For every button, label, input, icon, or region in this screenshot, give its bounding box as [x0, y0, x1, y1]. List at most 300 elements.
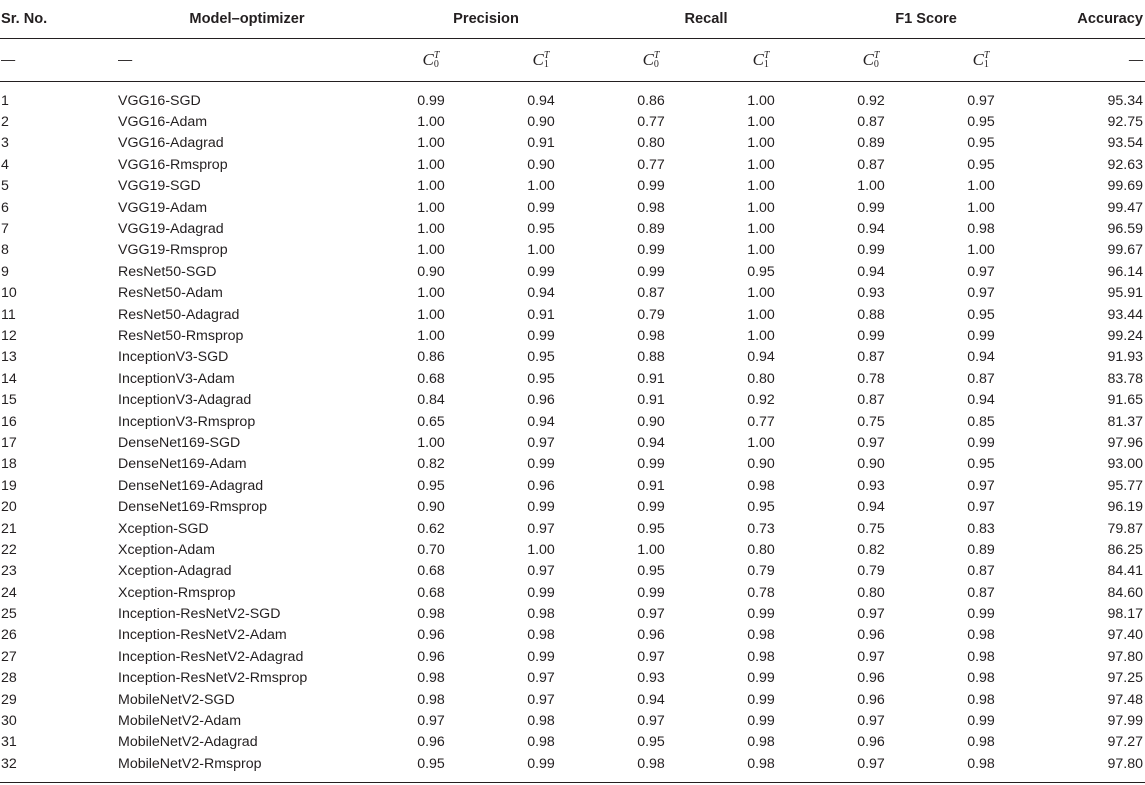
cell-f1-class0: 0.97	[816, 753, 926, 782]
cell-f1-class0: 0.88	[857, 306, 885, 323]
cell-precision-class0: 0.98	[417, 606, 445, 623]
cell-sr-no: 4	[1, 156, 9, 173]
table-row	[0, 496, 1145, 517]
cell-precision-class1: 0.98	[527, 606, 555, 623]
table-row	[0, 689, 1145, 710]
cell-model-optimizer: InceptionV3-SGD	[118, 349, 229, 366]
cell-model-optimizer: MobileNetV2-Rmsprop	[118, 753, 376, 782]
cell-precision-class1: 0.90	[527, 114, 555, 131]
cell-recall-class1: 0.98	[747, 648, 775, 665]
table-row	[0, 240, 1145, 261]
cell-f1-class0: 0.99	[857, 199, 885, 216]
subheader-precision-class0: C T 0	[376, 39, 486, 82]
cell-f1-class0: 0.78	[857, 370, 885, 387]
cell-f1-class0: 0.97	[857, 648, 885, 665]
cell-model-optimizer: MobileNetV2-Adam	[118, 713, 242, 730]
cell-f1-class0: 1.00	[857, 178, 885, 195]
col-header-precision: Precision	[376, 0, 596, 39]
cell-recall-class1: 1.00	[747, 156, 775, 173]
cell-f1-class1: 0.97	[967, 285, 995, 302]
table-row	[0, 261, 1145, 282]
cell-accuracy: 97.48	[1107, 691, 1144, 708]
cell-precision-class0: 0.68	[417, 563, 445, 580]
cell-precision-class0: 0.90	[417, 499, 445, 516]
table-row	[0, 582, 1145, 603]
cell-sr-no: 31	[1, 734, 17, 751]
cell-recall-class0: 0.95	[637, 734, 665, 751]
cell-sr-no: 23	[1, 563, 17, 580]
col-header-sr-no: Sr. No.	[0, 0, 118, 39]
cell-model-optimizer: VGG16-Adam	[118, 114, 208, 131]
cell-accuracy: 95.77	[1107, 477, 1144, 494]
cell-recall-class1: 0.98	[747, 477, 775, 494]
table-row	[0, 176, 1145, 197]
cell-recall-class0: 0.98	[637, 327, 665, 344]
table-row	[0, 82, 1145, 112]
cell-accuracy: 97.27	[1107, 734, 1144, 751]
cell-model-optimizer: Inception-ResNetV2-SGD	[118, 606, 281, 623]
cell-precision-class1: 0.97	[527, 691, 555, 708]
cell-sr-no: 16	[1, 413, 17, 430]
cell-accuracy: 99.67	[1107, 242, 1144, 259]
subheader-recall-class0: C T 0	[596, 39, 706, 82]
cell-recall-class0: 0.97	[637, 648, 665, 665]
cell-recall-class0: 0.77	[637, 114, 665, 131]
cell-recall-class0: 0.91	[637, 392, 665, 409]
cell-f1-class0: 0.96	[857, 627, 885, 644]
subheader-row	[0, 39, 1145, 82]
cell-recall-class0: 0.95	[637, 520, 665, 537]
cell-sr-no: 6	[1, 199, 9, 216]
cell-model-optimizer: MobileNetV2-Adagrad	[118, 734, 258, 751]
cell-precision-class0: 0.70	[417, 541, 445, 558]
cell-sr-no: 27	[1, 648, 17, 665]
cell-accuracy: 98.17	[1107, 606, 1144, 623]
cell-recall-class0: 0.99	[637, 584, 665, 601]
cell-f1-class0: 0.94	[857, 221, 885, 238]
table-row	[0, 283, 1145, 304]
cell-recall-class1: 0.98	[706, 753, 816, 782]
cell-f1-class1: 0.95	[967, 114, 995, 131]
table-row	[0, 432, 1145, 453]
cell-precision-class0: 1.00	[417, 306, 445, 323]
cell-sr-no: 28	[1, 670, 17, 687]
cell-recall-class0: 0.99	[637, 263, 665, 280]
cell-model-optimizer: ResNet50-Adagrad	[118, 306, 240, 323]
cell-model-optimizer: DenseNet169-SGD	[118, 434, 241, 451]
cell-sr-no: 14	[1, 370, 17, 387]
cell-model-optimizer: Inception-ResNetV2-Rmsprop	[118, 670, 308, 687]
cell-f1-class1: 0.97	[967, 263, 995, 280]
cell-precision-class1: 0.95	[527, 221, 555, 238]
cell-precision-class0: 0.62	[417, 520, 445, 537]
cell-sr-no: 11	[1, 306, 16, 323]
cell-f1-class0: 0.82	[857, 541, 885, 558]
table-row	[0, 518, 1145, 539]
table-row	[0, 325, 1145, 346]
cell-precision-class1: 0.98	[527, 713, 555, 730]
cell-accuracy: 93.00	[1107, 456, 1144, 473]
cell-precision-class1: 0.99	[486, 753, 596, 782]
cell-recall-class0: 0.94	[637, 691, 665, 708]
cell-sr-no: 20	[1, 499, 17, 516]
cell-sr-no: 10	[1, 285, 17, 302]
cell-precision-class1: 0.99	[527, 199, 555, 216]
cell-f1-class0: 0.75	[857, 413, 885, 430]
cell-recall-class0: 0.86	[637, 92, 665, 109]
cell-precision-class1: 0.97	[527, 434, 555, 451]
cell-precision-class1: 0.95	[527, 349, 555, 366]
subheader-precision-class1: C T 1	[486, 39, 596, 82]
cell-model-optimizer: InceptionV3-Rmsprop	[118, 413, 256, 430]
cell-f1-class0: 0.94	[857, 263, 885, 280]
cell-precision-class1: 1.00	[527, 541, 555, 558]
cell-recall-class0: 0.91	[637, 370, 665, 387]
cell-precision-class0: 0.97	[417, 713, 445, 730]
cell-sr-no: 24	[1, 584, 17, 601]
cell-f1-class1: 0.98	[967, 221, 995, 238]
cell-sr-no: 25	[1, 606, 17, 623]
cell-f1-class0: 0.87	[857, 392, 885, 409]
cell-precision-class1: 0.96	[527, 477, 555, 494]
cell-precision-class0: 1.00	[417, 114, 445, 131]
cell-recall-class1: 1.00	[747, 199, 775, 216]
cell-model-optimizer: DenseNet169-Adagrad	[118, 477, 264, 494]
cell-f1-class1: 1.00	[967, 242, 995, 259]
cell-precision-class0: 0.84	[417, 392, 445, 409]
table-row	[0, 218, 1145, 239]
cell-f1-class0: 0.93	[857, 477, 885, 494]
cell-model-optimizer: Xception-Adagrad	[118, 563, 232, 580]
cell-precision-class0: 0.99	[417, 92, 445, 109]
cell-accuracy: 86.25	[1107, 541, 1144, 558]
cell-f1-class1: 1.00	[967, 178, 995, 195]
cell-precision-class1: 0.97	[527, 670, 555, 687]
cell-f1-class1: 0.98	[967, 734, 995, 751]
cell-sr-no: 26	[1, 627, 17, 644]
cell-recall-class1: 1.00	[747, 178, 775, 195]
cell-f1-class0: 0.87	[857, 156, 885, 173]
cell-recall-class1: 0.99	[747, 691, 775, 708]
cell-sr-no: 21	[1, 520, 17, 537]
table-row	[0, 133, 1145, 154]
cell-sr-no: 32	[0, 753, 118, 782]
table-row	[0, 475, 1145, 496]
table-row	[0, 347, 1145, 368]
table-row	[0, 368, 1145, 389]
cell-model-optimizer: VGG19-Adagrad	[118, 221, 224, 238]
cell-precision-class0: 0.68	[417, 584, 445, 601]
cell-f1-class1: 0.95	[967, 135, 995, 152]
cell-f1-class1: 0.97	[967, 477, 995, 494]
cell-recall-class1: 1.00	[747, 92, 775, 109]
cell-recall-class0: 0.94	[637, 434, 665, 451]
cell-f1-class0: 0.96	[857, 734, 885, 751]
cell-accuracy: 81.37	[1107, 413, 1144, 430]
cell-model-optimizer: ResNet50-Rmsprop	[118, 327, 244, 344]
cell-sr-no: 18	[1, 456, 17, 473]
cell-accuracy: 96.14	[1107, 263, 1144, 280]
cell-model-optimizer: ResNet50-SGD	[118, 263, 217, 280]
cell-model-optimizer: VGG16-SGD	[118, 92, 201, 109]
cell-accuracy: 97.99	[1107, 713, 1144, 730]
cell-f1-class0: 0.97	[857, 434, 885, 451]
cell-precision-class0: 1.00	[417, 327, 445, 344]
cell-precision-class1: 0.99	[527, 327, 555, 344]
cell-precision-class1: 1.00	[527, 178, 555, 195]
cell-f1-class1: 0.94	[967, 392, 995, 409]
cell-recall-class0: 0.89	[637, 221, 665, 238]
table-row	[0, 603, 1145, 624]
cell-f1-class0: 0.99	[857, 327, 885, 344]
table-row	[0, 753, 1145, 782]
cell-sr-no: 17	[1, 434, 17, 451]
cell-f1-class1: 0.99	[967, 434, 995, 451]
cell-model-optimizer: VGG19-Rmsprop	[118, 242, 228, 259]
cell-recall-class1: 0.79	[747, 563, 775, 580]
cell-precision-class0: 0.90	[417, 263, 445, 280]
cell-f1-class1: 0.99	[967, 606, 995, 623]
cell-recall-class1: 0.73	[747, 520, 775, 537]
cell-f1-class0: 0.90	[857, 456, 885, 473]
table-row	[0, 732, 1145, 753]
table-row	[0, 668, 1145, 689]
cell-recall-class0: 0.88	[637, 349, 665, 366]
cell-precision-class1: 0.98	[527, 627, 555, 644]
cell-precision-class0: 0.82	[417, 456, 445, 473]
cell-sr-no: 13	[1, 349, 17, 366]
cell-precision-class1: 0.94	[527, 413, 555, 430]
cell-accuracy: 92.63	[1107, 156, 1144, 173]
cell-model-optimizer: Xception-SGD	[118, 520, 209, 537]
cell-recall-class1: 0.98	[747, 734, 775, 751]
cell-recall-class1: 1.00	[747, 135, 775, 152]
cell-f1-class1: 0.95	[967, 306, 995, 323]
cell-recall-class1: 1.00	[747, 434, 775, 451]
cell-f1-class0: 0.96	[857, 670, 885, 687]
cell-recall-class1: 1.00	[747, 221, 775, 238]
cell-sr-no: 30	[1, 713, 17, 730]
cell-precision-class1: 0.91	[527, 306, 555, 323]
cell-precision-class0: 0.96	[417, 627, 445, 644]
cell-precision-class1: 0.91	[527, 135, 555, 152]
cell-recall-class1: 0.99	[747, 713, 775, 730]
cell-accuracy: 79.87	[1107, 520, 1144, 537]
cell-recall-class0: 0.77	[637, 156, 665, 173]
cell-recall-class0: 0.97	[637, 606, 665, 623]
cell-recall-class0: 0.91	[637, 477, 665, 494]
table-row	[0, 539, 1145, 560]
cell-sr-no: 29	[1, 691, 17, 708]
cell-precision-class0: 0.96	[417, 734, 445, 751]
cell-accuracy: 93.54	[1107, 135, 1144, 152]
cell-accuracy: 95.34	[1107, 92, 1144, 109]
cell-accuracy: 92.75	[1107, 114, 1144, 131]
table-row	[0, 411, 1145, 432]
cell-recall-class1: 0.78	[747, 584, 775, 601]
cell-f1-class0: 0.99	[857, 242, 885, 259]
cell-precision-class1: 0.95	[527, 370, 555, 387]
cell-precision-class0: 1.00	[417, 285, 445, 302]
cell-sr-no: 8	[1, 242, 9, 259]
cell-precision-class0: 0.95	[417, 477, 445, 494]
cell-precision-class0: 1.00	[417, 156, 445, 173]
cell-precision-class1: 0.97	[527, 520, 555, 537]
cell-f1-class0: 0.80	[857, 584, 885, 601]
subheader-sr-dash: —	[0, 39, 118, 82]
cell-f1-class1: 0.98	[967, 691, 995, 708]
cell-f1-class0: 0.87	[857, 349, 885, 366]
cell-recall-class0: 0.96	[637, 627, 665, 644]
cell-model-optimizer: VGG16-Rmsprop	[118, 156, 228, 173]
cell-f1-class0: 0.93	[857, 285, 885, 302]
cell-model-optimizer: VGG19-SGD	[118, 178, 201, 195]
cell-recall-class0: 0.99	[637, 178, 665, 195]
cell-f1-class1: 0.98	[967, 627, 995, 644]
cell-sr-no: 19	[1, 477, 17, 494]
cell-accuracy: 84.41	[1107, 563, 1144, 580]
cell-precision-class0: 1.00	[417, 434, 445, 451]
cell-precision-class1: 0.99	[527, 456, 555, 473]
cell-f1-class1: 1.00	[967, 199, 995, 216]
cell-precision-class0: 1.00	[417, 199, 445, 216]
col-header-f1-score: F1 Score	[816, 0, 1036, 39]
table-row	[0, 561, 1145, 582]
table-body	[0, 82, 1145, 783]
cell-recall-class0: 1.00	[637, 541, 665, 558]
table-row	[0, 154, 1145, 175]
col-header-accuracy: Accuracy	[1036, 0, 1145, 39]
subheader-f1-class0: C T 0	[816, 39, 926, 82]
cell-f1-class1: 0.95	[967, 456, 995, 473]
cell-recall-class1: 0.98	[747, 627, 775, 644]
cell-precision-class0: 0.86	[417, 349, 445, 366]
cell-accuracy: 91.65	[1107, 392, 1144, 409]
cell-precision-class0: 0.68	[417, 370, 445, 387]
cell-f1-class1: 0.99	[967, 327, 995, 344]
cell-accuracy: 83.78	[1107, 370, 1144, 387]
cell-sr-no: 5	[1, 178, 9, 195]
cell-f1-class1: 0.98	[967, 670, 995, 687]
cell-precision-class1: 0.99	[527, 648, 555, 665]
cell-recall-class1: 1.00	[747, 242, 775, 259]
cell-precision-class0: 1.00	[417, 178, 445, 195]
cell-model-optimizer: MobileNetV2-SGD	[118, 691, 235, 708]
cell-f1-class0: 0.75	[857, 520, 885, 537]
header-row	[0, 0, 1145, 39]
cell-accuracy: 93.44	[1107, 306, 1144, 323]
cell-f1-class0: 0.97	[857, 713, 885, 730]
cell-sr-no: 1	[1, 92, 9, 109]
cell-recall-class0: 0.80	[637, 135, 665, 152]
cell-accuracy: 97.25	[1107, 670, 1144, 687]
cell-model-optimizer: Inception-ResNetV2-Adagrad	[118, 648, 304, 665]
cell-recall-class1: 0.95	[747, 263, 775, 280]
cell-recall-class0: 0.99	[637, 456, 665, 473]
cell-f1-class0: 0.94	[857, 499, 885, 516]
cell-accuracy: 95.91	[1107, 285, 1144, 302]
cell-model-optimizer: VGG19-Adam	[118, 199, 208, 216]
cell-f1-class0: 0.79	[857, 563, 885, 580]
cell-precision-class0: 1.00	[417, 135, 445, 152]
cell-recall-class1: 0.77	[747, 413, 775, 430]
cell-accuracy: 99.69	[1107, 178, 1144, 195]
cell-precision-class0: 1.00	[417, 221, 445, 238]
cell-recall-class0: 0.90	[637, 413, 665, 430]
cell-f1-class1: 0.95	[967, 156, 995, 173]
table-row	[0, 304, 1145, 325]
cell-recall-class1: 0.94	[747, 349, 775, 366]
cell-f1-class1: 0.97	[967, 92, 995, 109]
cell-accuracy: 96.19	[1107, 499, 1144, 516]
cell-sr-no: 3	[1, 135, 9, 152]
cell-precision-class1: 0.96	[527, 392, 555, 409]
cell-model-optimizer: Inception-ResNetV2-Adam	[118, 627, 287, 644]
cell-f1-class1: 0.87	[967, 370, 995, 387]
cell-recall-class1: 1.00	[747, 306, 775, 323]
col-header-model-optimizer: Model–optimizer	[118, 0, 376, 39]
cell-precision-class0: 0.98	[417, 691, 445, 708]
cell-recall-class1: 0.99	[747, 670, 775, 687]
cell-recall-class0: 0.93	[637, 670, 665, 687]
cell-precision-class0: 0.95	[376, 753, 486, 782]
cell-f1-class1: 0.97	[967, 499, 995, 516]
cell-f1-class1: 0.85	[967, 413, 995, 430]
cell-accuracy: 99.24	[1107, 327, 1144, 344]
cell-sr-no: 12	[1, 327, 17, 344]
cell-model-optimizer: Xception-Adam	[118, 541, 215, 558]
cell-accuracy: 97.96	[1107, 434, 1144, 451]
cell-accuracy: 96.59	[1107, 221, 1144, 238]
cell-f1-class1: 0.87	[967, 584, 995, 601]
cell-accuracy: 91.93	[1107, 349, 1144, 366]
cell-recall-class0: 0.99	[637, 242, 665, 259]
cell-sr-no: 2	[1, 114, 9, 131]
cell-sr-no: 9	[1, 263, 9, 280]
cell-f1-class1: 0.87	[967, 563, 995, 580]
cell-recall-class1: 0.80	[747, 541, 775, 558]
cell-model-optimizer: VGG16-Adagrad	[118, 135, 224, 152]
cell-recall-class1: 1.00	[747, 285, 775, 302]
cell-recall-class1: 0.99	[747, 606, 775, 623]
cell-sr-no: 15	[1, 392, 17, 409]
cell-recall-class1: 0.80	[747, 370, 775, 387]
table-row	[0, 646, 1145, 667]
cell-accuracy: 97.80	[1107, 648, 1144, 665]
cell-precision-class0: 0.98	[417, 670, 445, 687]
table-row	[0, 111, 1145, 132]
cell-model-optimizer: InceptionV3-Adam	[118, 370, 235, 387]
cell-f1-class1: 0.98	[926, 753, 1036, 782]
cell-precision-class1: 0.94	[527, 285, 555, 302]
cell-precision-class1: 0.99	[527, 584, 555, 601]
cell-recall-class0: 0.87	[637, 285, 665, 302]
cell-recall-class1: 1.00	[747, 114, 775, 131]
cell-precision-class1: 0.98	[527, 734, 555, 751]
cell-precision-class1: 0.90	[527, 156, 555, 173]
cell-f1-class1: 0.89	[967, 541, 995, 558]
cell-model-optimizer: DenseNet169-Adam	[118, 456, 247, 473]
cell-recall-class0: 0.98	[637, 199, 665, 216]
cell-f1-class0: 0.92	[857, 92, 885, 109]
cell-f1-class0: 0.89	[857, 135, 885, 152]
table-row	[0, 625, 1145, 646]
cell-accuracy: 97.40	[1107, 627, 1144, 644]
cell-precision-class1: 0.99	[527, 263, 555, 280]
cell-sr-no: 22	[1, 541, 17, 558]
cell-model-optimizer: InceptionV3-Adagrad	[118, 392, 252, 409]
cell-f1-class0: 0.96	[857, 691, 885, 708]
